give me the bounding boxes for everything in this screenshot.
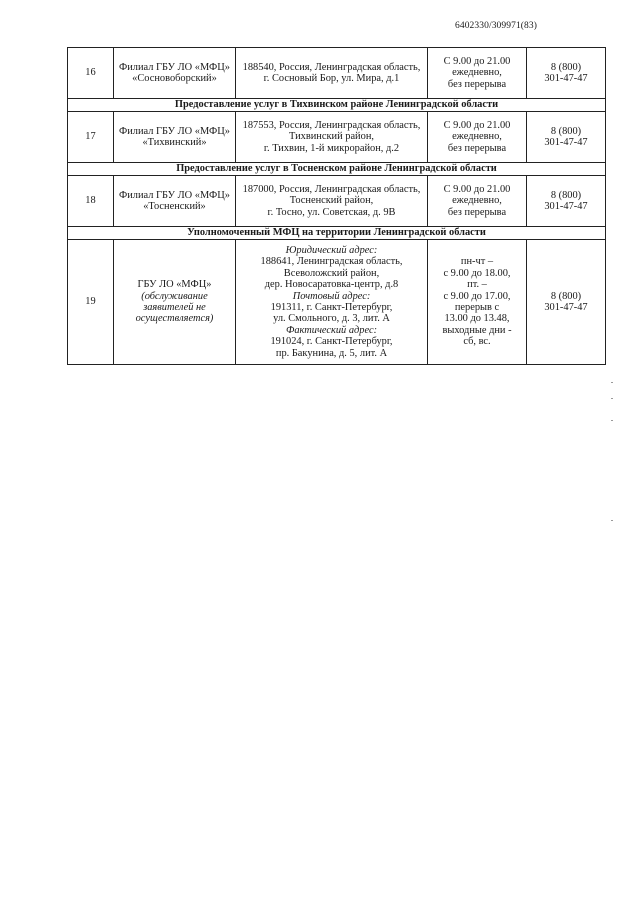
table-row <box>68 48 606 99</box>
working-hours <box>428 240 527 365</box>
hours-line: ежедневно, <box>452 195 502 207</box>
address-line: 191024, г. Санкт-Петербург, <box>270 336 393 348</box>
phone-line: 301-47-47 <box>544 302 588 313</box>
address-line: ул. Смольного, д. 3, лит. А <box>273 313 390 325</box>
hours-line: С 9.00 до 21.00 <box>443 55 511 67</box>
hours-line: без перерыва <box>447 78 507 90</box>
scan-mark <box>611 398 613 399</box>
hours-line: ежедневно, <box>452 67 502 79</box>
branch-name-line: Филиал ГБУ ЛО «МФЦ» <box>119 61 230 73</box>
hours-line: с 9.00 до 18.00, <box>443 267 511 279</box>
branch-name-line: «Тосненский» <box>143 201 206 212</box>
row-number: 16 <box>68 48 114 99</box>
branch-address <box>236 112 428 163</box>
service-centers-table <box>67 47 606 365</box>
hours-line: без перерыва <box>447 206 507 218</box>
hours-line: перерыв с <box>454 302 500 313</box>
branch-name-line: ГБУ ЛО «МФЦ» <box>137 279 212 291</box>
working-hours <box>428 48 527 99</box>
branch-name-line: Филиал ГБУ ЛО «МФЦ» <box>119 125 230 137</box>
service-note-line: заявителей не <box>143 302 206 313</box>
table-row <box>68 176 606 227</box>
section-title: Предоставление услуг в Тосненском районе Ленинградской области <box>68 163 606 176</box>
phone <box>527 176 606 227</box>
scan-mark <box>611 382 613 383</box>
phone-line: 8 (800) <box>550 189 582 201</box>
hours-line: 13.00 до 13.48, <box>444 313 510 325</box>
branch-name <box>114 48 236 99</box>
hours-line: сб, вс. <box>463 336 491 348</box>
phone-line: 301-47-47 <box>544 201 588 212</box>
branch-name <box>114 176 236 227</box>
row-number: 19 <box>68 240 114 365</box>
hours-line: С 9.00 до 21.00 <box>443 183 511 195</box>
row-number: 17 <box>68 112 114 163</box>
working-hours <box>428 112 527 163</box>
address-line: Всеволожский район, <box>283 267 380 279</box>
hours-line: С 9.00 до 21.00 <box>443 119 511 131</box>
scan-mark <box>611 520 613 521</box>
address-line: Тихвинский район, <box>289 131 374 143</box>
section-title: Уполномоченный МФЦ на территории Ленинградской области <box>68 227 606 240</box>
scan-mark <box>611 420 613 421</box>
hours-line: с 9.00 до 17.00, <box>443 290 511 302</box>
hours-line: пт. – <box>467 279 487 291</box>
service-note-line: осуществляется) <box>135 313 214 325</box>
address-line: дер. Новосаратовка-центр, д.8 <box>264 279 399 291</box>
branch-name-line: «Тихвинский» <box>142 137 207 148</box>
phone <box>527 48 606 99</box>
address-line: г. Тосно, ул. Советская, д. 9В <box>267 206 396 218</box>
phone-line: 8 (800) <box>550 125 582 137</box>
table-row <box>68 240 606 365</box>
branch-name-line: «Сосновоборский» <box>132 73 217 84</box>
branch-name-line: Филиал ГБУ ЛО «МФЦ» <box>119 189 230 201</box>
address-line: 188540, Россия, Ленинградская область, <box>242 61 421 73</box>
phone <box>527 240 606 365</box>
branch-address <box>236 176 428 227</box>
phone-line: 8 (800) <box>550 61 582 73</box>
hours-line: без перерыва <box>447 142 507 154</box>
address-line: г. Сосновый Бор, ул. Мира, д.1 <box>263 73 400 84</box>
address-line: г. Тихвин, 1-й микрорайон, д.2 <box>263 142 400 154</box>
service-note-line: (обслуживание <box>141 290 208 302</box>
address-line: пр. Бакунина, д. 5, лит. А <box>275 347 388 359</box>
address-line: Тосненский район, <box>289 195 374 207</box>
phone <box>527 112 606 163</box>
branch-name <box>114 240 236 365</box>
address-line: 188641, Ленинградская область, <box>260 256 403 268</box>
working-hours <box>428 176 527 227</box>
table-row <box>68 112 606 163</box>
section-header-row <box>68 227 606 240</box>
hours-line: пн-чт – <box>460 256 494 268</box>
address-label-postal: Почтовый адрес: <box>292 290 371 302</box>
hours-line: ежедневно, <box>452 131 502 143</box>
address-label-actual: Фактический адрес: <box>285 324 378 336</box>
address-line: 187000, Россия, Ленинградская область, <box>242 183 421 195</box>
address-label-legal: Юридический адрес: <box>285 244 378 256</box>
hours-line: выходные дни - <box>442 324 512 336</box>
address-line: 191311, г. Санкт-Петербург, <box>270 302 393 313</box>
section-header-row <box>68 163 606 176</box>
row-number: 18 <box>68 176 114 227</box>
section-title: Предоставление услуг в Тихвинском районе Ленинградской области <box>68 99 606 112</box>
branch-address <box>236 240 428 365</box>
section-header-row <box>68 99 606 112</box>
document-id: 6402330/309971(83) <box>455 21 538 31</box>
phone-line: 301-47-47 <box>544 137 588 148</box>
address-line: 187553, Россия, Ленинградская область, <box>242 119 421 131</box>
branch-address <box>236 48 428 99</box>
phone-line: 8 (800) <box>550 290 582 302</box>
phone-line: 301-47-47 <box>544 73 588 84</box>
branch-name <box>114 112 236 163</box>
